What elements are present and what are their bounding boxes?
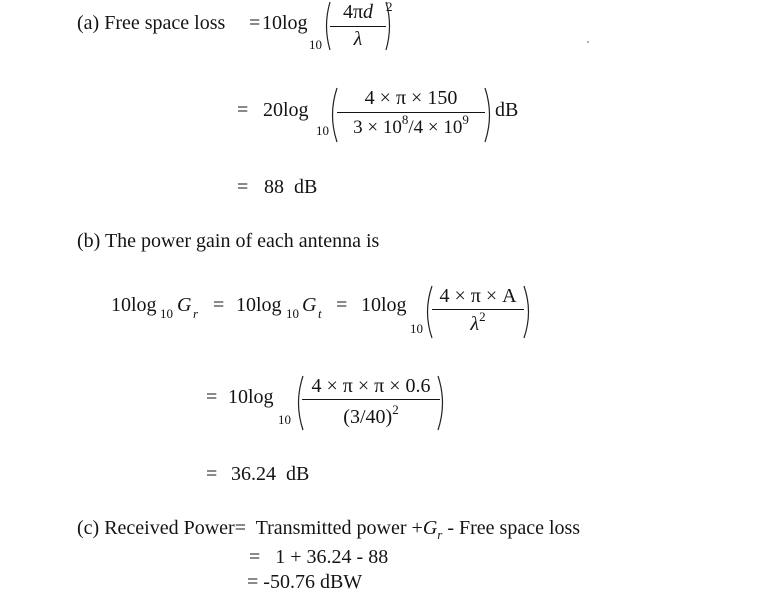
part-b-step1-numerator: 4 × π × π × 0.6 xyxy=(311,375,431,397)
part-c-label: (c) Received Power= Transmitted power $+G_r$ - Free space loss xyxy=(77,517,581,542)
part-c-step1: = 1 + 36.24 - 88 xyxy=(249,546,389,568)
part-b-result: 36.24 dB xyxy=(231,463,310,485)
part-b-log1: 10log xyxy=(111,294,157,316)
part-b-result-equals: = xyxy=(206,463,218,485)
part-b-step1-log: 10log xyxy=(228,386,274,408)
part-b-rhs-numerator: 4 × π × A xyxy=(439,285,517,307)
part-b-var2-sub: t xyxy=(318,306,322,321)
part-a-result: 88 dB xyxy=(264,176,318,198)
part-b-rhs-denominator: $\lambda^2$ xyxy=(470,309,486,335)
part-b-log2: 10log xyxy=(236,294,282,316)
part-a-step1-equals: = xyxy=(237,99,249,121)
part-a-numerator: 4πd xyxy=(342,1,374,23)
part-a-step1-fraction xyxy=(337,86,485,144)
part-a-power: 2 xyxy=(386,0,393,14)
part-b-step1-denominator: $(3/40)^2$ xyxy=(343,402,399,428)
part-b-var1-sub: r xyxy=(193,306,199,321)
part-a-log: 10log xyxy=(262,12,308,34)
part-a-step1-denominator: $3 \times 10^8/4 \times 10^9$ xyxy=(353,112,469,138)
right-paren-icon xyxy=(522,284,534,340)
part-a-step1-log: 20log xyxy=(263,99,309,121)
part-b-eq1: = xyxy=(213,294,225,316)
part-a-result-equals: = xyxy=(237,176,249,198)
part-b-rhs-base: 10 xyxy=(410,321,423,336)
part-b-eq2: = xyxy=(336,294,348,316)
part-c-gr: G xyxy=(422,517,438,539)
right-paren-icon xyxy=(483,86,495,144)
part-b-var2: G xyxy=(302,294,317,316)
part-a-equals: = xyxy=(249,12,261,34)
part-b-base1: 10 xyxy=(160,306,173,321)
part-b-step1-fraction xyxy=(302,374,440,432)
right-paren-icon xyxy=(436,374,448,432)
part-b-var1: G xyxy=(177,294,192,316)
part-b-label: (b) The power gain of each antenna is xyxy=(77,230,380,252)
part-a-step1-numerator: 4 × π × 150 xyxy=(364,87,458,109)
part-b-rhs-fraction xyxy=(432,284,524,340)
part-b-base2: 10 xyxy=(286,306,299,321)
part-a-log-base: 10 xyxy=(309,37,322,52)
part-c-step2: = -50.76 dBW xyxy=(247,571,363,593)
part-b-rhs-log: 10log xyxy=(361,294,407,316)
part-a-step1-unit: dB xyxy=(495,99,519,121)
part-a-fraction xyxy=(330,0,386,52)
part-c-gr-sub: r xyxy=(437,527,443,542)
part-a-label: (a) Free space loss xyxy=(77,12,226,34)
fraction-bar xyxy=(432,309,524,310)
part-a-step1-base: 10 xyxy=(316,123,329,138)
fraction-bar xyxy=(302,399,440,400)
stray-dot xyxy=(587,41,589,43)
part-b-step1-base: 10 xyxy=(278,412,291,427)
part-a-denominator: λ xyxy=(353,28,363,50)
part-b-step1-equals: = xyxy=(206,386,218,408)
fraction-bar xyxy=(330,26,386,27)
